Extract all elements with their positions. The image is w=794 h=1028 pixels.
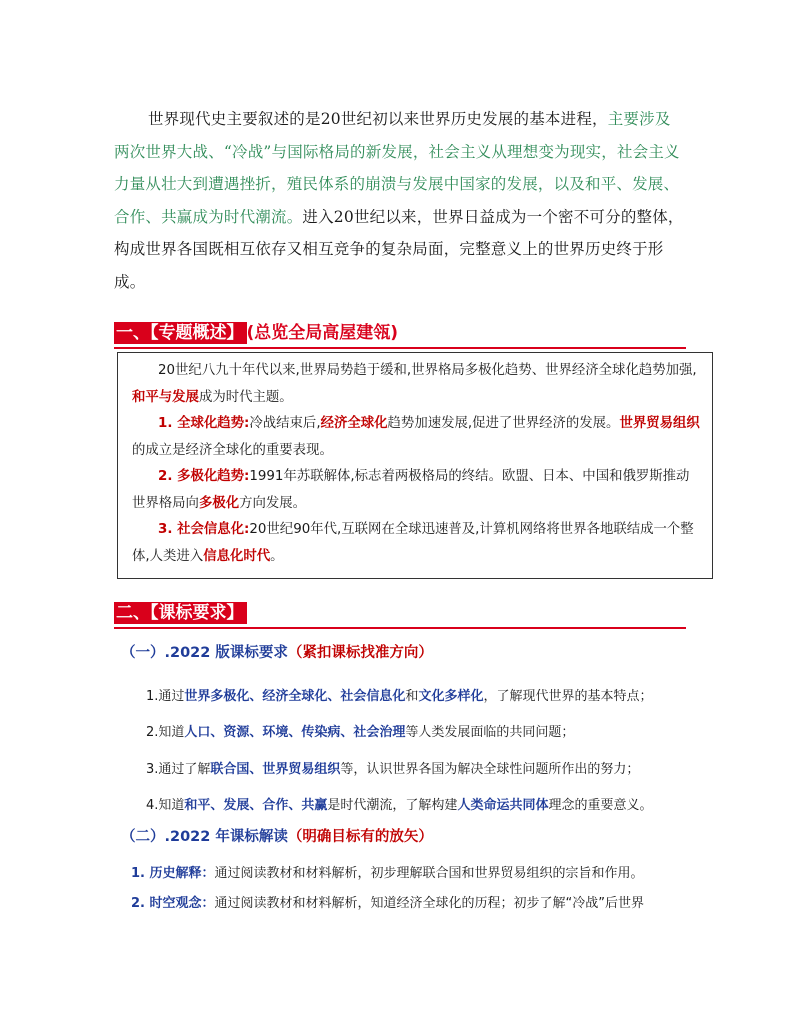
keyword: 文化多样化 bbox=[418, 689, 484, 704]
requirement-item-3 bbox=[146, 758, 639, 777]
overview-item-1 bbox=[132, 411, 700, 464]
subheading-requirements bbox=[121, 641, 433, 662]
intro-text-1: 世界现代史主要叙述的是20世纪初以来世界历史发展的基本进程， bbox=[148, 110, 608, 128]
item-text: 1991年苏联解体,标志着两极格局的终结。欧盟、日本、中国和俄罗斯推动世界格局向 bbox=[132, 469, 690, 511]
req-text: 理念的重要意义。 bbox=[548, 798, 653, 813]
requirement-item-4 bbox=[146, 794, 652, 813]
interpretation-heading: 2. 时空观念： bbox=[131, 896, 215, 911]
section-heading-highlight bbox=[114, 322, 247, 344]
keyword: 世界多极化、经济全球化、社会信息化 bbox=[184, 689, 406, 704]
overview-box bbox=[117, 352, 713, 579]
item-text: 方向发展。 bbox=[239, 495, 307, 511]
section-heading-overview bbox=[114, 320, 686, 346]
intro-text-green: 主要涉及两次世界大战、“冷战”与国际格局的新发展，社会主义从理想变为现实，社会主义力量从壮大到遭遇挫折，殖民体系的崩溃与发展中国家的发展，以及和平、发展、合作、共赢成为时代潮流。 bbox=[114, 110, 680, 226]
req-text: 4.知道 bbox=[146, 798, 185, 813]
keyword: 经济全球化 bbox=[320, 416, 388, 431]
section-heading-highlight bbox=[114, 602, 247, 624]
req-text: 等人类发展面临的共同问题； bbox=[405, 725, 575, 740]
keyword: 多极化 bbox=[198, 495, 240, 511]
item-text: 冷战结束后, bbox=[249, 416, 321, 431]
req-text: 1.通过 bbox=[146, 689, 185, 704]
overview-text: 20世纪八九十年代以来,世界局势趋于缓和,世界格局多极化趋势、世界经济全球化趋势加强, bbox=[158, 363, 697, 378]
section-heading-standards bbox=[114, 600, 686, 626]
keyword: 联合国、世界贸易组织 bbox=[210, 762, 341, 777]
interpretation-heading: 1. 历史解释： bbox=[131, 866, 215, 881]
section-number: 一、 bbox=[116, 323, 150, 343]
overview-item-2 bbox=[132, 464, 700, 517]
item-text: 20世纪90年代,互联网在全球迅速普及,计算机网络将世界各地联结成一个整体,人类进入 bbox=[132, 522, 694, 564]
keyword: 人类命运共同体 bbox=[457, 798, 549, 813]
req-text: 等，认识世界各国为解决全球性问题所作出的努力； bbox=[340, 762, 640, 777]
subheading-label: （二）.2022 年课标解读 bbox=[121, 829, 288, 845]
keyword: 和平、发展、合作、共赢 bbox=[184, 798, 328, 813]
keyword: 人口、资源、环境、传染病、社会治理 bbox=[184, 725, 406, 740]
keyword: 和平与发展 bbox=[132, 389, 199, 405]
section-subtitle: (总览全局高屋建瓴) bbox=[246, 323, 399, 343]
req-text: 2.知道 bbox=[146, 725, 185, 740]
interpretation-item-1 bbox=[131, 862, 644, 881]
requirement-item-1 bbox=[146, 685, 652, 704]
section-number: 二、 bbox=[116, 603, 150, 623]
req-text: 是时代潮流，了解构建 bbox=[327, 798, 458, 813]
item-heading: 2. 多极化趋势: bbox=[158, 469, 250, 484]
overview-text: 成为时代主题。 bbox=[198, 389, 293, 405]
item-text: 。 bbox=[270, 548, 284, 564]
item-text: 的成立是经济全球化的重要表现。 bbox=[132, 442, 333, 458]
req-text: 和 bbox=[405, 689, 419, 704]
section-rule bbox=[114, 347, 686, 349]
overview-intro bbox=[132, 358, 700, 411]
keyword: 信息化时代 bbox=[203, 548, 271, 564]
subheading-note: （紧扣课标找准方向） bbox=[287, 645, 433, 661]
requirement-item-2 bbox=[146, 721, 574, 740]
subheading-label: （一）.2022 版课标要求 bbox=[121, 645, 288, 661]
interpretation-text: 通过阅读教材和材料解析，知道经济全球化的历程；初步了解“冷战”后世界 bbox=[214, 896, 644, 911]
overview-item-3 bbox=[132, 517, 700, 570]
interpretation-text: 通过阅读教材和材料解析，初步理解联合国和世界贸易组织的宗旨和作用。 bbox=[214, 866, 644, 881]
req-text: ，了解现代世界的基本特点； bbox=[483, 689, 653, 704]
section-title: 【专题概述】 bbox=[150, 323, 244, 343]
item-heading: 3. 社会信息化: bbox=[158, 522, 250, 537]
intro-paragraph bbox=[114, 103, 686, 298]
section-rule bbox=[114, 627, 686, 629]
item-text: 趋势加速发展,促进了世界经济的发展。 bbox=[387, 416, 620, 431]
subheading-note: （明确目标有的放矢） bbox=[287, 829, 433, 845]
subheading-interpretation bbox=[121, 825, 433, 846]
interpretation-item-2 bbox=[131, 892, 644, 911]
item-heading: 1. 全球化趋势: bbox=[158, 416, 250, 431]
keyword: 世界贸易组织 bbox=[619, 416, 700, 431]
section-title: 【课标要求】 bbox=[150, 603, 244, 623]
intro-text-2: 进入20世纪以来，世界日益成为一个密不可分的整体，构成世界各国既相互依存又相互竞争的复杂局面，完整意义上的世界历史终于形成。 bbox=[114, 207, 684, 291]
req-text: 3.通过了解 bbox=[146, 762, 211, 777]
